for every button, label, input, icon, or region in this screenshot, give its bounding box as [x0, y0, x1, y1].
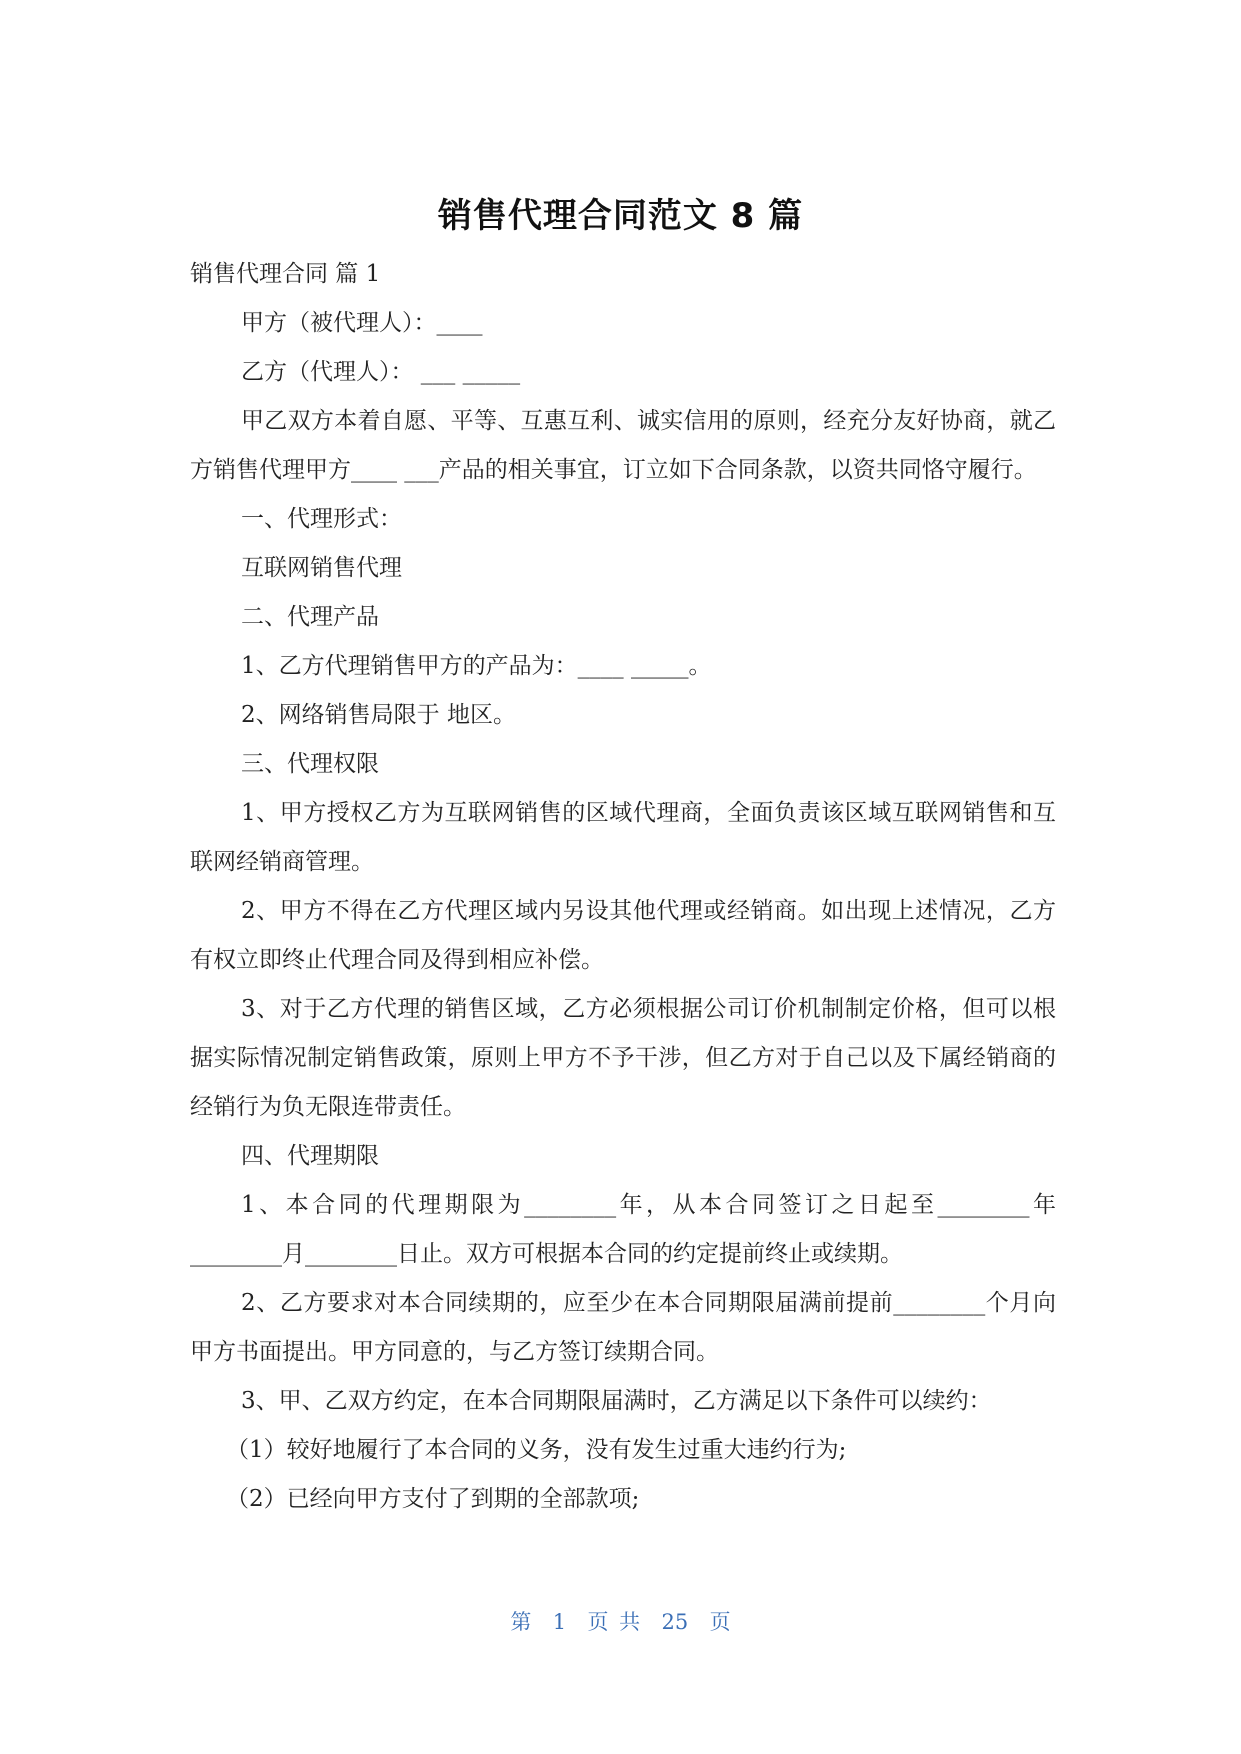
document-title: 销售代理合同范文 8 篇 — [437, 196, 804, 236]
product-item-2: 2、网络销售局限于 地区。 — [241, 702, 516, 728]
product-item-1: 1、乙方代理销售甲方的产品为：____ _____。 — [241, 653, 712, 679]
clause-heading-4: 四、代理期限 — [241, 1143, 379, 1169]
section-heading: 销售代理合同 篇 1 — [190, 261, 381, 287]
party-b-line: 乙方（代理人）： ___ _____ — [241, 359, 521, 385]
renewal-condition-2: （2）已经向甲方支付了到期的全部款项; — [226, 1486, 640, 1512]
preamble-paragraph: 甲乙双方本着自愿、平等、互惠互利、诚实信用的原则，经充分友好协商，就乙方销售代理甲方____ ___产品的相关事宜，订立如下合同条款，以资共同恪守履行。 — [190, 408, 1056, 483]
page-footer: 第 1 页 共 25 页 — [510, 1610, 731, 1634]
clause-heading-3: 三、代理权限 — [241, 751, 379, 777]
agency-form-text: 互联网销售代理 — [241, 555, 402, 581]
term-item-1: 1、本合同的代理期限为________年，从本合同签订之日起至________年________月________日止。双方可根据本合同的约定提前终止或续期。 — [190, 1192, 1056, 1267]
term-item-2: 2、乙方要求对本合同续期的，应至少在本合同期限届满前提前________个月向甲方书面提出。甲方同意的，与乙方签订续期合同。 — [190, 1290, 1056, 1365]
authority-item-1: 1、甲方授权乙方为互联网销售的区域代理商，全面负责该区域互联网销售和互联网经销商管理。 — [190, 800, 1056, 875]
clause-heading-2: 二、代理产品 — [241, 604, 379, 630]
clause-heading-1: 一、代理形式： — [241, 506, 402, 532]
authority-item-2: 2、甲方不得在乙方代理区域内另设其他代理或经销商。如出现上述情况，乙方有权立即终止代理合同及得到相应补偿。 — [190, 898, 1056, 973]
party-a-line: 甲方（被代理人）：____ — [241, 310, 483, 336]
renewal-condition-1: （1）较好地履行了本合同的义务，没有发生过重大违约行为; — [226, 1437, 847, 1463]
term-item-3: 3、甲、乙双方约定，在本合同期限届满时，乙方满足以下条件可以续约： — [241, 1388, 992, 1414]
document-body — [190, 250, 1056, 1524]
authority-item-3: 3、对于乙方代理的销售区域，乙方必须根据公司订价机制制定价格，但可以根据实际情况制定销售政策，原则上甲方不予干涉，但乙方对于自己以及下属经销商的经销行为负无限连带责任。 — [190, 996, 1056, 1120]
